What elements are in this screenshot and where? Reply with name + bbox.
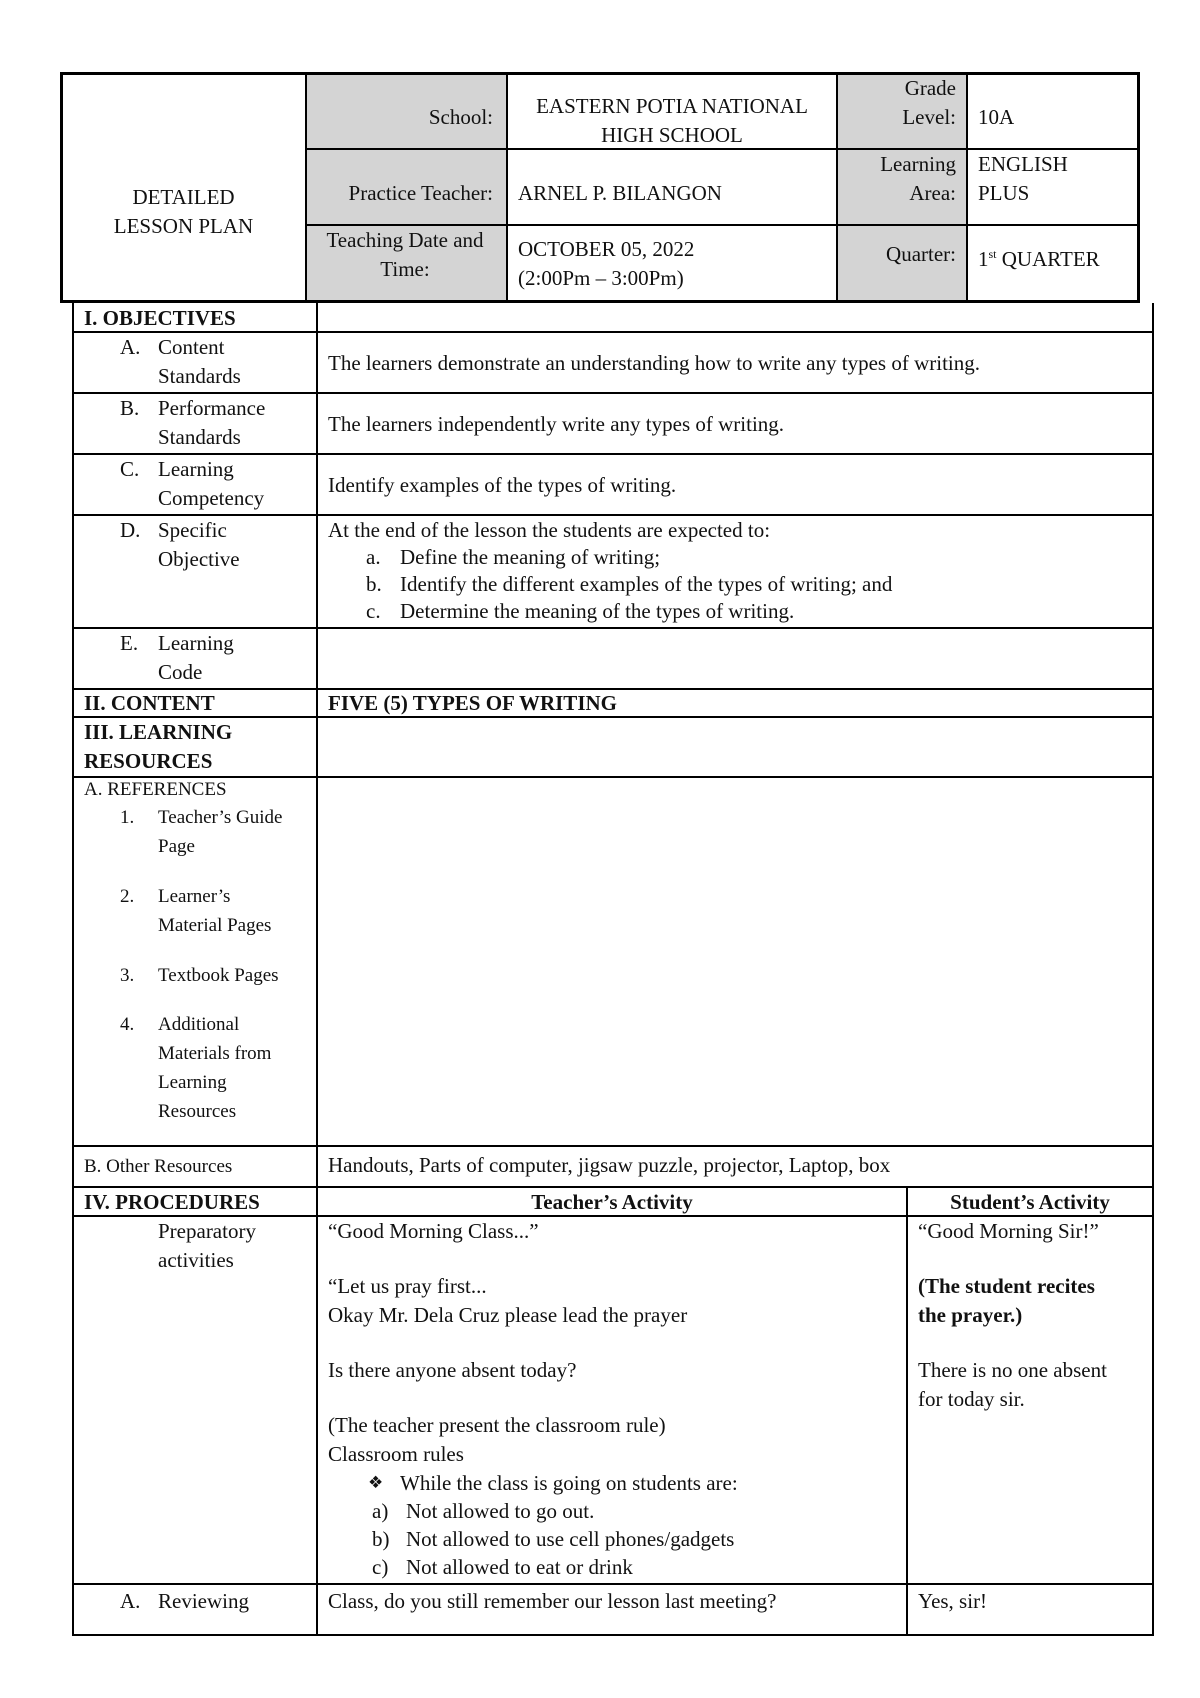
label-line: Code bbox=[158, 660, 203, 684]
teacher-line: (The teacher present the classroom rule) bbox=[328, 1413, 666, 1437]
area-label-line: Learning bbox=[880, 152, 956, 176]
student-line-part: (The student recites bbox=[918, 1274, 1095, 1298]
label-text bbox=[158, 629, 234, 687]
procedures-heading: IV. PROCEDURES bbox=[84, 1190, 260, 1214]
reference-item: Textbook Pages bbox=[158, 965, 279, 986]
date-label bbox=[310, 226, 500, 284]
list-marker: A. bbox=[120, 335, 141, 359]
date-value-line: (2:00Pm – 3:00Pm) bbox=[518, 266, 684, 290]
diamond-bullet-icon: ❖ bbox=[368, 1473, 384, 1493]
label-line: Performance bbox=[158, 396, 266, 420]
heading-line: RESOURCES bbox=[84, 749, 213, 773]
label-line: Content bbox=[158, 335, 225, 359]
reviewing-student: Yes, sir! bbox=[918, 1589, 988, 1613]
reference-line: Teacher’s Guide bbox=[158, 807, 283, 828]
label-line: Specific bbox=[158, 518, 227, 542]
objectives-heading: I. OBJECTIVES bbox=[84, 306, 236, 330]
teacher-line: “Good Morning Class...” bbox=[328, 1219, 539, 1243]
classroom-rule: Not allowed to eat or drink bbox=[406, 1555, 633, 1579]
content-heading: II. CONTENT bbox=[84, 691, 215, 715]
teacher-line: While the class is going on students are: bbox=[400, 1471, 738, 1495]
teacher-line: Is there anyone absent today? bbox=[328, 1358, 577, 1382]
quarter-suffix: st bbox=[988, 247, 997, 261]
student-line-part: for today sir. bbox=[918, 1387, 1025, 1411]
label-line: Objective bbox=[158, 547, 240, 571]
reference-line: Materials from bbox=[158, 1043, 272, 1064]
label-line: Standards bbox=[158, 425, 241, 449]
list-marker: D. bbox=[120, 518, 141, 542]
teacher-activity-header: Teacher’s Activity bbox=[531, 1190, 693, 1214]
label-text bbox=[158, 516, 240, 574]
label-line: Competency bbox=[158, 486, 265, 510]
list-marker: c) bbox=[372, 1555, 389, 1579]
reviewing-label: Reviewing bbox=[158, 1589, 249, 1613]
content-standards-value: The learners demonstrate an understanding how to write any types of writing. bbox=[328, 351, 980, 375]
list-marker: b) bbox=[372, 1527, 390, 1551]
list-marker: 4. bbox=[120, 1014, 135, 1035]
date-value bbox=[518, 235, 694, 293]
grade-label bbox=[840, 74, 956, 132]
list-marker: 2. bbox=[120, 886, 135, 907]
reference-line: Learning bbox=[158, 1072, 227, 1093]
teacher-line: Classroom rules bbox=[328, 1442, 464, 1466]
area-value-line: PLUS bbox=[978, 181, 1030, 205]
performance-standards-value: The learners independently write any types of writing. bbox=[328, 412, 785, 436]
quarter-text: QUARTER bbox=[996, 247, 1100, 271]
list-marker: E. bbox=[120, 631, 139, 655]
label-line: Learning bbox=[158, 457, 234, 481]
date-value-line: OCTOBER 05, 2022 bbox=[518, 237, 695, 261]
quarter-value bbox=[978, 240, 1100, 274]
label-line: Preparatory bbox=[158, 1219, 256, 1243]
other-resources-label: B. Other Resources bbox=[84, 1156, 233, 1177]
objective-item: Identify the different examples of the types of writing; and bbox=[400, 572, 893, 596]
teacher-line: “Let us pray first... bbox=[328, 1274, 487, 1298]
label-text bbox=[158, 455, 264, 513]
student-line: “Good Morning Sir!” bbox=[918, 1219, 1099, 1243]
grade-label-line: Level: bbox=[902, 105, 956, 129]
objective-item: Define the meaning of writing; bbox=[400, 545, 661, 569]
grade-value: 10A bbox=[978, 105, 1015, 129]
quarter-label: Quarter: bbox=[886, 242, 956, 266]
other-resources-value: Handouts, Parts of computer, jigsaw puzzle, projector, Laptop, box bbox=[328, 1153, 891, 1177]
reviewing-teacher: Class, do you still remember our lesson last meeting? bbox=[328, 1589, 777, 1613]
student-activity-header: Student’s Activity bbox=[950, 1190, 1110, 1214]
school-value-line: HIGH SCHOOL bbox=[601, 123, 743, 147]
heading-line: III. LEARNING bbox=[84, 720, 233, 744]
school-value-line: EASTERN POTIA NATIONAL bbox=[536, 94, 808, 118]
reference-line: Page bbox=[158, 836, 195, 857]
preparatory-activities-label bbox=[158, 1217, 256, 1275]
teacher-value: ARNEL P. BILANGON bbox=[518, 181, 722, 205]
school-label: School: bbox=[428, 105, 493, 129]
list-marker: 3. bbox=[120, 965, 135, 986]
list-marker: C. bbox=[120, 457, 140, 481]
reference-line: Additional bbox=[158, 1014, 240, 1035]
quarter-number: 1 bbox=[978, 247, 989, 271]
lesson-plan-title bbox=[62, 183, 305, 241]
label-text bbox=[158, 394, 265, 452]
label-line: Standards bbox=[158, 364, 241, 388]
teacher-label: Practice Teacher: bbox=[348, 181, 493, 205]
reference-line: Material Pages bbox=[158, 915, 272, 936]
learning-competency-value: Identify examples of the types of writing. bbox=[328, 473, 677, 497]
student-line bbox=[918, 1272, 1095, 1330]
label-line: Learning bbox=[158, 631, 234, 655]
label-line: activities bbox=[158, 1248, 234, 1272]
content-value: FIVE (5) TYPES OF WRITING bbox=[328, 691, 617, 715]
list-marker: b. bbox=[366, 572, 382, 596]
reference-line: Resources bbox=[158, 1101, 237, 1122]
teacher-line: Okay Mr. Dela Cruz please lead the prayer bbox=[328, 1303, 688, 1327]
school-value bbox=[508, 92, 836, 150]
label-text bbox=[158, 333, 241, 391]
area-label-line: Area: bbox=[909, 181, 956, 205]
reference-item bbox=[158, 803, 282, 861]
reference-item bbox=[158, 1010, 271, 1126]
references-heading: A. REFERENCES bbox=[84, 779, 227, 800]
list-marker: B. bbox=[120, 396, 140, 420]
title-line: DETAILED bbox=[132, 185, 235, 209]
list-marker: A. bbox=[120, 1589, 141, 1613]
area-value bbox=[978, 150, 1068, 208]
student-line-part: the prayer.) bbox=[918, 1303, 1023, 1327]
classroom-rule: Not allowed to go out. bbox=[406, 1499, 595, 1523]
reference-item bbox=[158, 882, 271, 940]
reference-line: Learner’s bbox=[158, 886, 231, 907]
title-line: LESSON PLAN bbox=[113, 214, 254, 238]
list-marker: c. bbox=[366, 599, 381, 623]
student-line-part: There is no one absent bbox=[918, 1358, 1107, 1382]
list-marker: a) bbox=[372, 1499, 389, 1523]
grade-label-line: Grade bbox=[904, 76, 956, 100]
date-label-line: Teaching Date and bbox=[326, 228, 484, 252]
area-label bbox=[840, 150, 956, 208]
objective-intro: At the end of the lesson the students are expected to: bbox=[328, 518, 771, 542]
area-value-line: ENGLISH bbox=[978, 152, 1068, 176]
objective-item: Determine the meaning of the types of writing. bbox=[400, 599, 795, 623]
date-label-line: Time: bbox=[380, 257, 430, 281]
list-marker: 1. bbox=[120, 807, 135, 828]
student-line bbox=[918, 1356, 1107, 1414]
classroom-rule: Not allowed to use cell phones/gadgets bbox=[406, 1527, 735, 1551]
resources-heading bbox=[84, 718, 232, 776]
list-marker: a. bbox=[366, 545, 381, 569]
